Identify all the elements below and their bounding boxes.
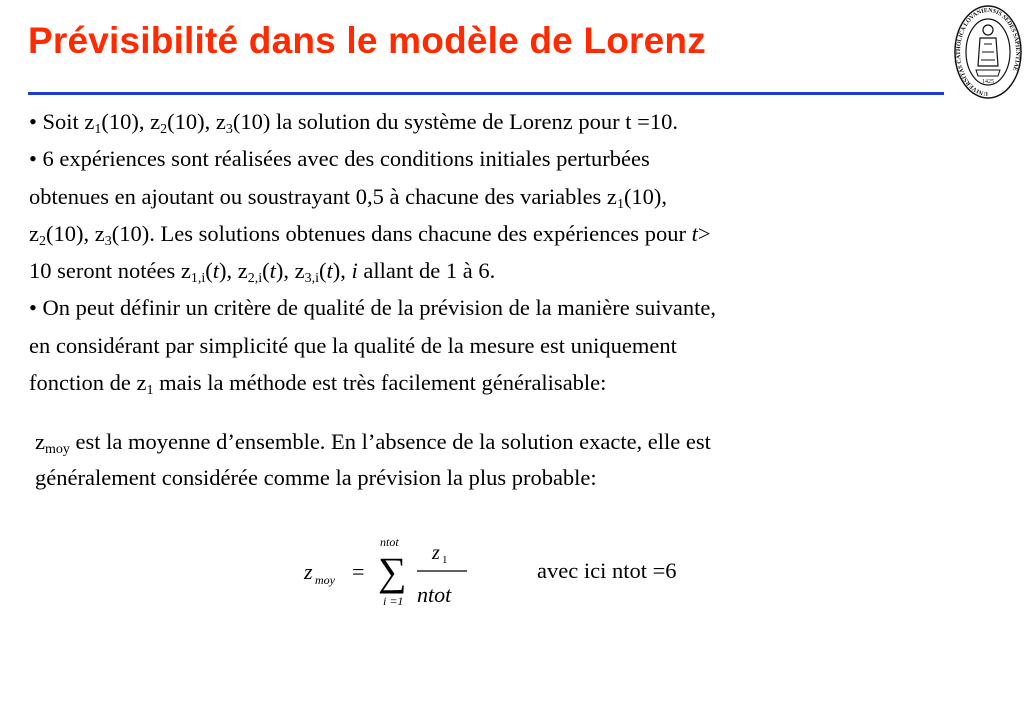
svg-text:1: 1: [442, 554, 448, 566]
bullet-1: • Soit $z_1(10)$, $z_2(10)$, $z_3(10)$ la solution du système de Lorenz pour t =10.: [29, 109, 678, 137]
svg-text:i =1: i =1: [383, 594, 404, 608]
ensemble-note: $z_{moy}$ est la moyenne d’ensemble. En l’absence de la solution exacte, elle est généralement considérée comme la prévision la plus probable:: [35, 429, 711, 490]
svg-text:1425: 1425: [982, 79, 994, 85]
svg-text:ntot: ntot: [380, 535, 399, 549]
svg-text:UNIVERSITAS CATHOLICA LOVANIEN: UNIVERSITAS CATHOLICA LOVANIENSIS SEDES SAPIENTIAE: [956, 7, 1021, 97]
svg-text:moy: moy: [315, 573, 335, 587]
ntot-label: avec ici ntot =6: [537, 558, 677, 583]
svg-text:∑: ∑: [378, 549, 407, 594]
bullet-2: • 6 expériences sont réalisées avec des conditions initiales perturbées obtenues en ajoutant ou soustrayant 0,5 à chacune des variables $z_1(10)$, $z_2(10)$, $z_3(10)$. Les solutions obtenues dans chacune des expériences pour t> 10 seront notées $z_{1,i}(t)$, $z_{2,i}(t)$, $z_{3,i}(t)$, i allant de 1 à 6.: [29, 146, 711, 287]
svg-text:=: =: [352, 559, 365, 584]
slide-title: Prévisibilité dans le modèle de Lorenz: [28, 20, 706, 61]
svg-text:z: z: [304, 559, 313, 584]
body-text: [29, 103, 1004, 401]
seal-icon: [954, 4, 1022, 100]
svg-text:z: z: [432, 542, 440, 564]
zmoy-formula: [300, 533, 480, 613]
bullet-3: • On peut définir un critère de qualité de la prévision de la manière suivante, en considérant par simplicité que la qualité de la mesure est uniquement fonction de $z_1$ mais la méthode est très facilement généralisable:: [29, 295, 716, 399]
svg-text:ntot: ntot: [417, 582, 452, 607]
title-rule: [28, 92, 944, 95]
